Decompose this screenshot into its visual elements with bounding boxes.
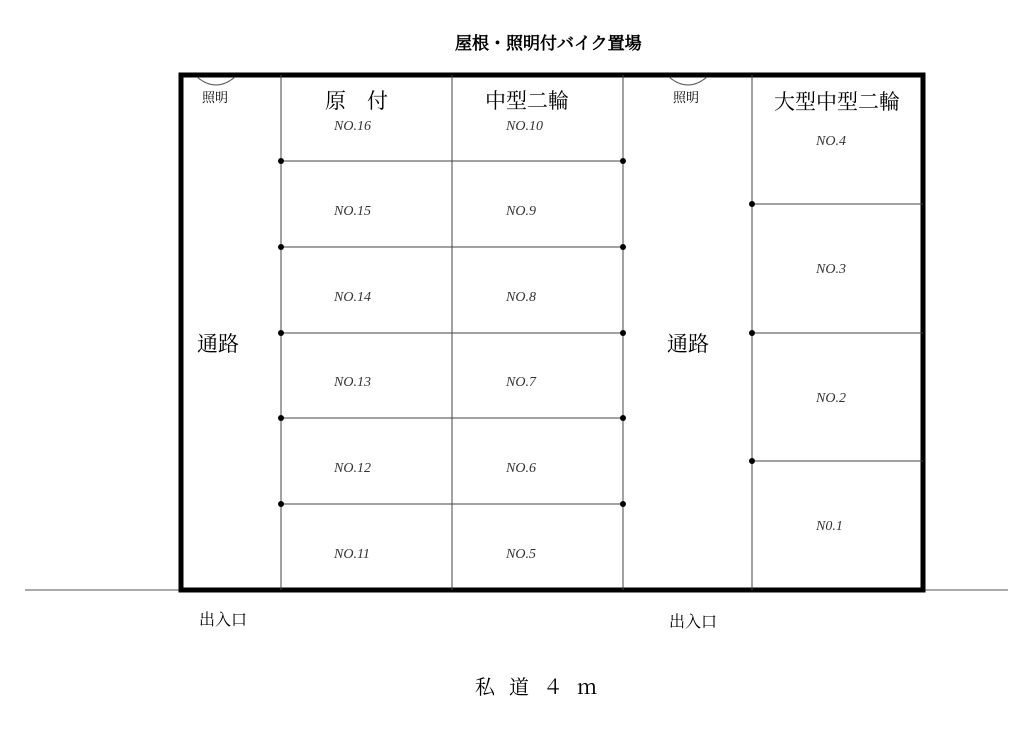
road-label: 私道４ｍ (475, 675, 611, 699)
separator-dot-left-a-4 (278, 415, 284, 421)
separator-dot-left-b-5 (620, 501, 626, 507)
slot-moped-5: NO.12 (334, 461, 371, 476)
entrance-label-right: 出入口 (669, 612, 718, 631)
slot-large-3: NO.2 (816, 391, 846, 406)
slot-large-1: NO.4 (816, 134, 846, 149)
slot-mid-1: NO.10 (506, 119, 543, 134)
separator-dot-right-1 (749, 201, 755, 207)
header-mid-two-wheel: 中型二輪 (485, 89, 569, 113)
light-label-left: 照明 (202, 91, 229, 106)
slot-mid-3: NO.8 (506, 290, 536, 305)
aisle-label-left: 通路 (197, 332, 239, 356)
slot-moped-6: NO.11 (334, 547, 370, 562)
slot-large-2: NO.3 (816, 262, 846, 277)
header-large-mid-two-wheel: 大型中型二輪 (774, 90, 900, 114)
separator-dot-left-b-3 (620, 330, 626, 336)
separator-dot-right-3 (749, 458, 755, 464)
slot-moped-3: NO.14 (334, 290, 371, 305)
slot-mid-5: NO.6 (506, 461, 536, 476)
entrance-label-left: 出入口 (199, 610, 248, 629)
page-title: 屋根・照明付バイク置場 (455, 34, 642, 54)
slot-mid-4: NO.7 (506, 375, 536, 390)
aisle-label-right: 通路 (667, 332, 709, 356)
slot-moped-1: NO.16 (334, 119, 371, 134)
separator-dot-left-a-2 (278, 244, 284, 250)
light-fixture-right-icon (669, 77, 707, 85)
header-moped: 原 付 (325, 89, 388, 113)
light-fixture-left-icon (197, 77, 235, 85)
separator-dot-left-a-3 (278, 330, 284, 336)
separator-dot-left-b-1 (620, 158, 626, 164)
slot-moped-4: NO.13 (334, 375, 371, 390)
separator-dot-left-b-4 (620, 415, 626, 421)
slot-large-4: N0.1 (816, 519, 843, 534)
separator-dot-left-b-2 (620, 244, 626, 250)
slot-mid-2: NO.9 (506, 204, 536, 219)
separator-dot-left-a-1 (278, 158, 284, 164)
separator-dot-left-a-5 (278, 501, 284, 507)
separator-dot-right-2 (749, 330, 755, 336)
light-label-right: 照明 (673, 91, 700, 106)
slot-mid-6: NO.5 (506, 547, 536, 562)
slot-moped-2: NO.15 (334, 204, 371, 219)
